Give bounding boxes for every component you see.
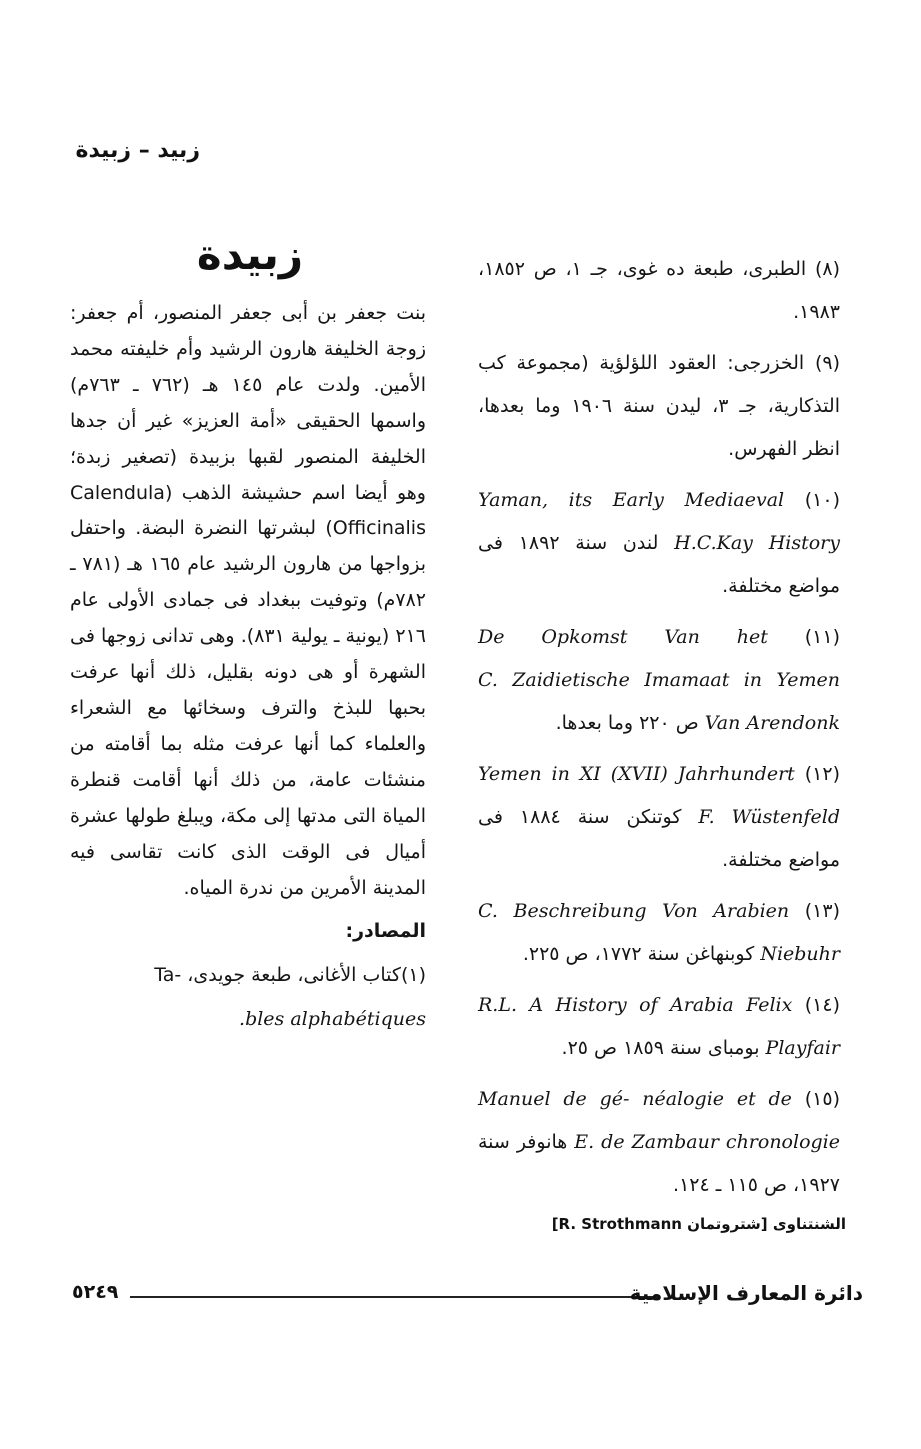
note-10-text: لندن سنة ١٨٩٢ فى مواضع مختلفة. [478, 532, 840, 597]
note-13-author: C. Niebuhr [478, 900, 840, 965]
note-11-text: ص ٢٢٠ وما بعدها. [555, 712, 699, 734]
article-body: بنت جعفر بن أبى جعفر المنصور، أم جعفر: زوجة الخليفة هارون الرشيد وأم خليفته محمد الأمين. ولدت عام ١٤٥ هـ (٧٦٢ ـ ٧٦٣م) واسمها الحقيقى «أمة العزيز» غير أن جدها الخليفة المنصور لقبها بزبيدة (تصغير زبدة؛ وهو أيضا اسم حشيشة الذهب (Calendula Officinalis) لبشرتها النضرة البضة. واحتفل بزواجها من هارون الرشيد عام ١٦٥ هـ (٧٨١ ـ ٧٨٢م) وتوفيت ببغداد فى جمادى الأولى عام ٢١٦ (يونية ـ يولية ٨٣١). وهى تدانى زوجها فى الشهرة أو هى دونه بقليل، ذلك أنها عرفت بحبها للبذخ والترف وسخائها مع الشعراء والعلماء كما أنها عرفت مثله بما أقامته من منشئات عامة، من ذلك أنها أقامت قنطرة المياة التى مدتها إلى مكة، ويبلغ طولها عشرة أميال فى الوقت الذى كانت تقاسى فيه المدينة الأمرين من ندرة المياه. [70, 302, 427, 899]
source-1: (١)كتاب الأغانى، طبعة جويدى، -Ta [154, 964, 426, 987]
note-15-text: هانوفر سنة ١٩٢٧، ص ١١٥ ـ ١٢٤. [478, 1131, 840, 1196]
note-12-title: Yemen in XI (XVII) Jahrhundert [478, 763, 795, 785]
notes-column [478, 248, 840, 1215]
source-1-continuation: .bles alphabétiques [239, 1008, 426, 1031]
note-10 [478, 479, 840, 608]
note-15-number: (١٥) [804, 1088, 840, 1110]
note-11-number: (١١) [804, 626, 840, 648]
note-9: (٩) الخزرجى: العقود اللؤلؤية (مجموعة كب التذكارية، جـ ٣، ليدن سنة ١٩٠٦ وما بعدها، انظر الفهرس. [478, 352, 840, 460]
note-15-author: E. de Zambaur [574, 1131, 719, 1153]
sources-heading: المصادر: [345, 920, 426, 943]
note-15 [478, 1078, 840, 1207]
note-14-title: A History of Arabia Felix [529, 994, 793, 1016]
publication-name: دائرة المعارف الإسلامية [629, 1281, 863, 1305]
note-13-number: (١٣) [804, 900, 841, 922]
note-14 [478, 984, 840, 1070]
note-14-author: R.L. Playfair [478, 994, 840, 1059]
running-header: زبيد – زبيدة [75, 138, 200, 163]
note-15-title: Manuel de gé- néalogie et de chronologie [478, 1088, 840, 1153]
note-13-text: كوبنهاغن سنة ١٧٧٢، ص ٢٢٥. [522, 943, 755, 965]
note-12-number: (١٢) [804, 763, 840, 785]
footer-divider [130, 1296, 660, 1298]
note-13-title: Beschreibung Von Arabien [513, 900, 790, 922]
note-11-author: C. Van Arendonk [478, 669, 840, 734]
note-10-author: H.C.Kay [674, 532, 753, 554]
note-12-author: F. Wüstenfeld [698, 806, 840, 828]
note-12 [478, 753, 840, 882]
note-12-text: كوتنكن سنة ١٨٨٤ فى مواضع مختلفة. [478, 806, 840, 871]
note-8: (٨) الطبرى، طبعة ده غوى، جـ ١، ص ١٨٥٢، ١٩٨٣. [478, 258, 840, 323]
note-13 [478, 890, 840, 976]
note-11 [478, 616, 840, 745]
note-11-title: De Opkomst Van het Zaidietische Imamaat in Yemen [478, 626, 840, 691]
note-14-text: بومباى سنة ١٨٥٩ ص ٢٥. [561, 1037, 760, 1059]
page-number: ٥٢٤٩ [72, 1281, 119, 1303]
note-10-number: (١٠) [804, 489, 840, 511]
article-author: الشنتناوى [شتروتمان R. Strothmann] [551, 1215, 846, 1233]
article-title: زبيدة [196, 230, 304, 279]
note-14-number: (١٤) [804, 994, 841, 1016]
note-10-title: Yaman, its Early Mediaeval History [478, 489, 840, 554]
article-column [70, 296, 426, 1046]
